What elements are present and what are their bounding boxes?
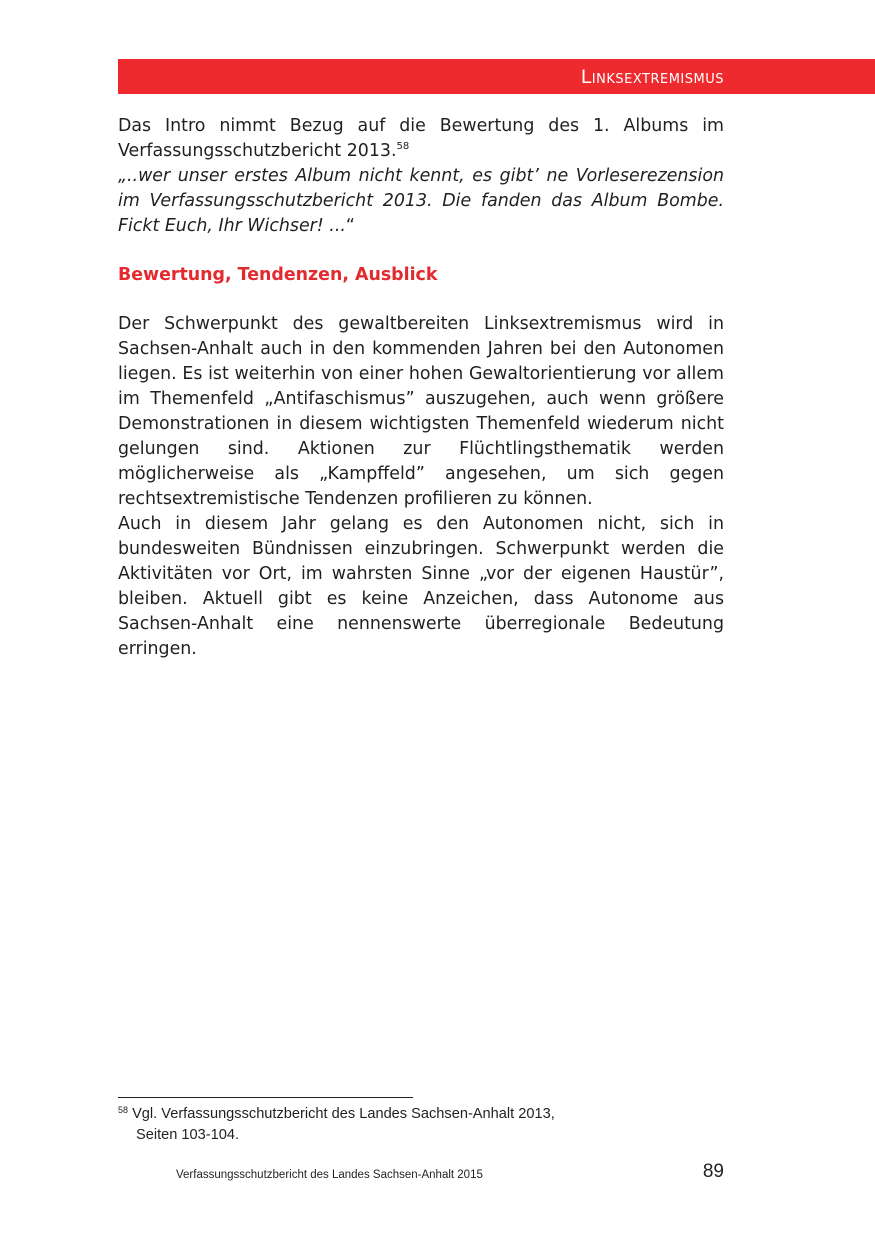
assessment-paragraph-2: Auch in diesem Jahr gelang es den Autonomen nicht, sich in bundesweiten Bündnissen einzubringen. Schwerpunkt werden die Aktivitäten vor Ort, im wahrsten Sinne „vor der eigenen Haustür”, bleiben. Aktuell gibt es keine Anzeichen, dass Autonome aus Sachsen-Anhalt eine nennenswerte überregionale Bedeutung erringen.: [118, 514, 724, 659]
footnote-text-2: Seiten 103-104.: [136, 1127, 240, 1143]
footnote-reference: 58: [396, 141, 410, 152]
footnote: [118, 1104, 678, 1146]
footnote-divider: [118, 1097, 413, 1098]
quote-text: „..wer unser erstes Album nicht kennt, es gibt’ ne Vorleserezension im Verfassungsschutzbericht 2013. Die fanden das Album Bombe. Fickt Euch, Ihr Wichser! ...: [118, 166, 724, 236]
page-number: 89: [702, 1161, 724, 1182]
quote-closing-mark: “: [345, 216, 355, 236]
intro-paragraph: [118, 114, 724, 164]
footer-publication: Verfassungsschutzbericht des Landes Sachsen-Anhalt 2015: [176, 1169, 483, 1181]
section-banner: [118, 59, 875, 94]
intro-text: Das Intro nimmt Bezug auf die Bewertung des 1. Albums im Verfassungsschutzbericht 2013.: [118, 116, 724, 161]
footnote-text-1: Vgl. Verfassungsschutzbericht des Landes Sachsen-Anhalt 2013,: [132, 1106, 555, 1122]
album-quote: [118, 164, 724, 239]
footnote-line-1: [118, 1104, 678, 1125]
section-title: Linksextremismus: [580, 66, 724, 88]
section-heading: Bewertung, Tendenzen, Ausblick: [118, 265, 438, 285]
assessment-paragraph-1: Der Schwerpunkt des gewaltbereiten Linksextremismus wird in Sachsen-Anhalt auch in den kommenden Jahren bei den Autonomen liegen. Es ist weiterhin von einer hohen Gewaltorientierung vor allem im Themenfeld „Antifaschismus” auszugehen, auch wenn größere Demonstrationen in diesem wichtigsten Themenfeld wiederum nicht gelungen sind. Aktionen zur Flüchtlingsthematik werden möglicherweise als „Kampffeld” angesehen, um sich gegen rechtsextremistische Tendenzen profilieren zu können.: [118, 314, 724, 509]
footnote-number: 58: [118, 1105, 129, 1115]
main-content: [118, 114, 724, 662]
